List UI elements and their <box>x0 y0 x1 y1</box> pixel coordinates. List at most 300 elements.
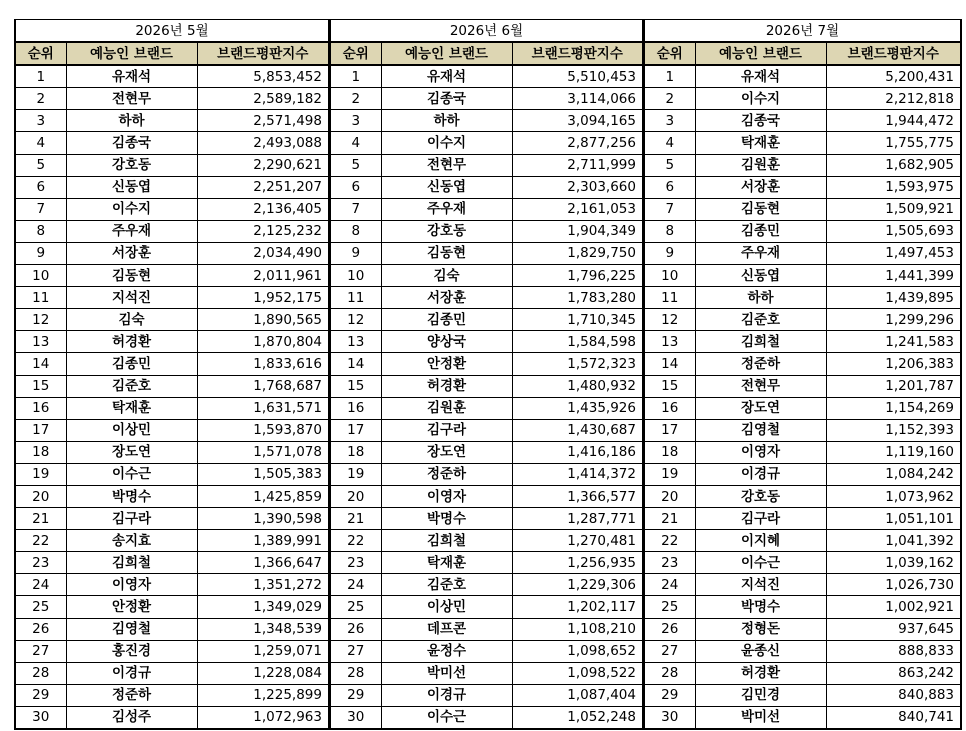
table-row <box>330 265 643 287</box>
table-row <box>330 353 643 375</box>
table-row <box>644 220 961 242</box>
rank-cell: 16 <box>330 397 381 419</box>
column-header-row <box>330 42 643 65</box>
brand-name-cell: 양상국 <box>381 331 512 353</box>
column-header-row <box>15 42 329 65</box>
rank-cell: 22 <box>644 530 695 552</box>
score-header: 브랜드평판지수 <box>826 42 961 65</box>
brand-name-cell: 주우재 <box>66 220 197 242</box>
score-cell: 1,108,210 <box>512 618 643 640</box>
brand-name-cell: 이수근 <box>381 706 512 729</box>
rank-cell: 8 <box>644 220 695 242</box>
table-row <box>644 662 961 684</box>
brand-name-cell: 김준호 <box>66 375 197 397</box>
table-row <box>15 463 329 485</box>
brand-name-cell: 서장훈 <box>695 176 826 198</box>
rank-header: 순위 <box>15 42 66 65</box>
score-cell: 1,593,870 <box>197 419 329 441</box>
table-row <box>15 596 329 618</box>
score-cell: 1,228,084 <box>197 662 329 684</box>
brand-name-cell: 탁재훈 <box>695 132 826 154</box>
brand-name-cell: 유재석 <box>66 65 197 88</box>
table-row <box>15 684 329 706</box>
rank-cell: 15 <box>644 375 695 397</box>
brand-name-cell: 정준하 <box>695 353 826 375</box>
rank-cell: 14 <box>644 353 695 375</box>
month-title-row <box>15 20 329 43</box>
brand-name-cell: 허경환 <box>381 375 512 397</box>
table-row <box>15 640 329 662</box>
rank-cell: 8 <box>330 220 381 242</box>
rank-cell: 9 <box>644 242 695 264</box>
brand-name-cell: 박미선 <box>381 662 512 684</box>
brand-name-cell: 김동현 <box>381 242 512 264</box>
brand-name-cell: 박명수 <box>66 485 197 507</box>
brand-name-cell: 하하 <box>66 110 197 132</box>
brand-name-cell: 정준하 <box>381 463 512 485</box>
rank-cell: 2 <box>330 88 381 110</box>
table-row <box>330 574 643 596</box>
brand-name-cell: 김종국 <box>695 110 826 132</box>
score-cell: 1,439,895 <box>826 287 961 309</box>
rank-cell: 27 <box>330 640 381 662</box>
score-cell: 1,229,306 <box>512 574 643 596</box>
rank-cell: 17 <box>644 419 695 441</box>
brand-name-cell: 윤종신 <box>695 640 826 662</box>
rank-cell: 10 <box>330 265 381 287</box>
table-row <box>15 397 329 419</box>
table-row <box>644 353 961 375</box>
rank-cell: 19 <box>644 463 695 485</box>
rank-cell: 18 <box>330 441 381 463</box>
table-row <box>15 508 329 530</box>
score-cell: 1,505,693 <box>826 220 961 242</box>
score-cell: 1,348,539 <box>197 618 329 640</box>
table-row <box>644 706 961 729</box>
score-cell: 1,768,687 <box>197 375 329 397</box>
rank-cell: 6 <box>15 176 66 198</box>
brand-ranking-sheet <box>14 19 962 730</box>
score-cell: 840,741 <box>826 706 961 729</box>
table-row <box>15 441 329 463</box>
rank-cell: 16 <box>644 397 695 419</box>
rank-cell: 12 <box>15 309 66 331</box>
rank-cell: 17 <box>15 419 66 441</box>
table-row <box>644 88 961 110</box>
brand-name-cell: 유재석 <box>695 65 826 88</box>
brand-name-cell: 이상민 <box>381 596 512 618</box>
rank-cell: 5 <box>330 154 381 176</box>
brand-name-cell: 허경환 <box>695 662 826 684</box>
table-row <box>15 154 329 176</box>
rank-cell: 15 <box>330 375 381 397</box>
rank-cell: 29 <box>330 684 381 706</box>
brand-name-cell: 김종민 <box>66 353 197 375</box>
rank-cell: 13 <box>644 331 695 353</box>
brand-name-cell: 전현무 <box>66 88 197 110</box>
rank-cell: 19 <box>15 463 66 485</box>
brand-name-cell: 신동엽 <box>66 176 197 198</box>
table-row <box>15 353 329 375</box>
month-title: 2026년 5월 <box>15 20 329 43</box>
score-cell: 5,510,453 <box>512 65 643 88</box>
table-row <box>644 309 961 331</box>
table-row <box>15 65 329 88</box>
table-row <box>15 242 329 264</box>
brand-name-cell: 김준호 <box>381 574 512 596</box>
score-cell: 1,414,372 <box>512 463 643 485</box>
score-cell: 1,098,652 <box>512 640 643 662</box>
table-row <box>330 684 643 706</box>
score-cell: 1,890,565 <box>197 309 329 331</box>
brand-name-cell: 이수지 <box>381 132 512 154</box>
brand-name-cell: 이수근 <box>66 463 197 485</box>
score-cell: 1,497,453 <box>826 242 961 264</box>
table-row <box>644 684 961 706</box>
rank-cell: 20 <box>644 485 695 507</box>
score-cell: 1,241,583 <box>826 331 961 353</box>
rank-cell: 1 <box>330 65 381 88</box>
score-cell: 1,073,962 <box>826 485 961 507</box>
table-row <box>15 331 329 353</box>
rank-cell: 11 <box>330 287 381 309</box>
brand-name-cell: 박미선 <box>695 706 826 729</box>
score-cell: 1,351,272 <box>197 574 329 596</box>
brand-name-cell: 홍진경 <box>66 640 197 662</box>
score-cell: 1,480,932 <box>512 375 643 397</box>
table-row <box>330 176 643 198</box>
score-cell: 840,883 <box>826 684 961 706</box>
score-cell: 2,136,405 <box>197 198 329 220</box>
brand-name-cell: 강호동 <box>695 485 826 507</box>
table-row <box>644 132 961 154</box>
rank-cell: 14 <box>330 353 381 375</box>
score-cell: 2,877,256 <box>512 132 643 154</box>
brand-name-cell: 김종민 <box>695 220 826 242</box>
score-cell: 2,589,182 <box>197 88 329 110</box>
rank-cell: 30 <box>644 706 695 729</box>
table-row <box>644 618 961 640</box>
brand-name-cell: 김동현 <box>695 198 826 220</box>
score-cell: 1,796,225 <box>512 265 643 287</box>
brand-name-cell: 김원훈 <box>381 397 512 419</box>
table-row <box>15 287 329 309</box>
rank-cell: 17 <box>330 419 381 441</box>
rank-cell: 13 <box>330 331 381 353</box>
table-row <box>644 441 961 463</box>
rank-cell: 27 <box>644 640 695 662</box>
brand-name-cell: 하하 <box>381 110 512 132</box>
rank-cell: 29 <box>15 684 66 706</box>
table-row <box>330 88 643 110</box>
rank-cell: 3 <box>15 110 66 132</box>
rank-cell: 12 <box>330 309 381 331</box>
rank-cell: 5 <box>644 154 695 176</box>
score-cell: 5,200,431 <box>826 65 961 88</box>
brand-name-cell: 이영자 <box>66 574 197 596</box>
rank-cell: 21 <box>15 508 66 530</box>
rank-cell: 18 <box>644 441 695 463</box>
table-row <box>330 706 643 729</box>
score-cell: 1,571,078 <box>197 441 329 463</box>
rank-cell: 3 <box>644 110 695 132</box>
rank-cell: 2 <box>644 88 695 110</box>
rank-cell: 23 <box>644 552 695 574</box>
rank-cell: 24 <box>330 574 381 596</box>
table-row <box>644 530 961 552</box>
brand-name-cell: 김종국 <box>66 132 197 154</box>
brand-name-cell: 윤정수 <box>381 640 512 662</box>
table-row <box>330 463 643 485</box>
score-cell: 1,052,248 <box>512 706 643 729</box>
brand-name-cell: 주우재 <box>695 242 826 264</box>
score-cell: 1,256,935 <box>512 552 643 574</box>
score-cell: 2,493,088 <box>197 132 329 154</box>
score-cell: 1,259,071 <box>197 640 329 662</box>
brand-name-cell: 김준호 <box>695 309 826 331</box>
rank-cell: 21 <box>330 508 381 530</box>
brand-name-cell: 김희철 <box>381 530 512 552</box>
score-cell: 1,952,175 <box>197 287 329 309</box>
rank-cell: 28 <box>330 662 381 684</box>
brand-name-cell: 서장훈 <box>381 287 512 309</box>
table-row <box>15 110 329 132</box>
month-title: 2026년 7월 <box>644 20 961 43</box>
table-row <box>330 441 643 463</box>
brand-name-cell: 김영철 <box>695 419 826 441</box>
rank-cell: 10 <box>15 265 66 287</box>
table-row <box>15 220 329 242</box>
score-cell: 1,505,383 <box>197 463 329 485</box>
brand-name-cell: 이경규 <box>695 463 826 485</box>
table-row <box>330 220 643 242</box>
brand-name-cell: 김원훈 <box>695 154 826 176</box>
score-cell: 2,161,053 <box>512 198 643 220</box>
table-row <box>330 198 643 220</box>
rank-cell: 22 <box>15 530 66 552</box>
score-cell: 1,509,921 <box>826 198 961 220</box>
brand-name-cell: 이지혜 <box>695 530 826 552</box>
rank-cell: 25 <box>330 596 381 618</box>
brand-name-cell: 장도연 <box>695 397 826 419</box>
score-cell: 1,051,101 <box>826 508 961 530</box>
table-row <box>330 419 643 441</box>
table-row <box>644 485 961 507</box>
month-table <box>329 19 644 730</box>
table-row <box>330 530 643 552</box>
rank-cell: 25 <box>15 596 66 618</box>
brand-name-cell: 김희철 <box>695 331 826 353</box>
score-cell: 1,087,404 <box>512 684 643 706</box>
month-title-row <box>330 20 643 43</box>
table-row <box>644 65 961 88</box>
score-cell: 1,425,859 <box>197 485 329 507</box>
score-cell: 2,571,498 <box>197 110 329 132</box>
brand-name-cell: 김민경 <box>695 684 826 706</box>
table-row <box>330 110 643 132</box>
rank-cell: 4 <box>330 132 381 154</box>
score-cell: 2,011,961 <box>197 265 329 287</box>
brand-name-cell: 이영자 <box>695 441 826 463</box>
score-cell: 1,225,899 <box>197 684 329 706</box>
brand-name-cell: 김구라 <box>66 508 197 530</box>
rank-cell: 9 <box>15 242 66 264</box>
table-row <box>644 198 961 220</box>
table-row <box>330 132 643 154</box>
column-header-row <box>644 42 961 65</box>
brand-name-cell: 김종민 <box>381 309 512 331</box>
month-table <box>14 19 330 730</box>
rank-cell: 26 <box>15 618 66 640</box>
rank-cell: 24 <box>644 574 695 596</box>
brand-name-cell: 이경규 <box>381 684 512 706</box>
brand-name-cell: 정형돈 <box>695 618 826 640</box>
brand-name-cell: 김숙 <box>381 265 512 287</box>
rank-cell: 9 <box>330 242 381 264</box>
rank-cell: 4 <box>15 132 66 154</box>
score-cell: 1,206,383 <box>826 353 961 375</box>
brand-name-cell: 박명수 <box>695 596 826 618</box>
table-row <box>15 485 329 507</box>
score-cell: 1,152,393 <box>826 419 961 441</box>
table-row <box>330 397 643 419</box>
table-row <box>330 662 643 684</box>
table-row <box>644 640 961 662</box>
brand-name-cell: 이경규 <box>66 662 197 684</box>
rank-cell: 6 <box>644 176 695 198</box>
brand-name-cell: 김숙 <box>66 309 197 331</box>
brand-name-cell: 김종국 <box>381 88 512 110</box>
brand-name-cell: 김영철 <box>66 618 197 640</box>
rank-cell: 2 <box>15 88 66 110</box>
rank-header: 순위 <box>330 42 381 65</box>
table-row <box>15 375 329 397</box>
brand-name-cell: 이영자 <box>381 485 512 507</box>
score-cell: 2,125,232 <box>197 220 329 242</box>
score-cell: 1,299,296 <box>826 309 961 331</box>
rank-cell: 7 <box>15 198 66 220</box>
month-table <box>643 19 962 730</box>
rank-cell: 5 <box>15 154 66 176</box>
brand-name-cell: 신동엽 <box>695 265 826 287</box>
score-cell: 888,833 <box>826 640 961 662</box>
brand-name-cell: 허경환 <box>66 331 197 353</box>
rank-cell: 18 <box>15 441 66 463</box>
table-row <box>644 574 961 596</box>
brand-name-cell: 탁재훈 <box>66 397 197 419</box>
rank-cell: 25 <box>644 596 695 618</box>
rank-cell: 3 <box>330 110 381 132</box>
score-cell: 1,287,771 <box>512 508 643 530</box>
brand-name-cell: 장도연 <box>381 441 512 463</box>
brand-name-cell: 강호동 <box>66 154 197 176</box>
rank-cell: 28 <box>644 662 695 684</box>
table-row <box>644 508 961 530</box>
score-cell: 863,242 <box>826 662 961 684</box>
brand-name-cell: 전현무 <box>381 154 512 176</box>
table-row <box>330 640 643 662</box>
table-row <box>644 552 961 574</box>
table-row <box>330 596 643 618</box>
table-row <box>644 596 961 618</box>
table-row <box>330 375 643 397</box>
table-row <box>330 508 643 530</box>
brand-name-cell: 정준하 <box>66 684 197 706</box>
table-row <box>644 110 961 132</box>
score-cell: 1,098,522 <box>512 662 643 684</box>
score-cell: 1,366,647 <box>197 552 329 574</box>
score-cell: 1,572,323 <box>512 353 643 375</box>
brand-name-cell: 박명수 <box>381 508 512 530</box>
brand-name-cell: 김성주 <box>66 706 197 729</box>
table-row <box>15 309 329 331</box>
table-row <box>330 552 643 574</box>
table-row <box>644 242 961 264</box>
rank-cell: 22 <box>330 530 381 552</box>
score-cell: 1,389,991 <box>197 530 329 552</box>
rank-cell: 4 <box>644 132 695 154</box>
rank-cell: 26 <box>644 618 695 640</box>
score-cell: 1,039,162 <box>826 552 961 574</box>
score-cell: 937,645 <box>826 618 961 640</box>
brand-name-cell: 지석진 <box>66 287 197 309</box>
table-row <box>15 530 329 552</box>
score-cell: 3,094,165 <box>512 110 643 132</box>
rank-cell: 8 <box>15 220 66 242</box>
score-cell: 3,114,066 <box>512 88 643 110</box>
rank-cell: 12 <box>644 309 695 331</box>
rank-cell: 11 <box>644 287 695 309</box>
rank-cell: 23 <box>15 552 66 574</box>
rank-cell: 6 <box>330 176 381 198</box>
score-cell: 1,366,577 <box>512 485 643 507</box>
score-cell: 1,154,269 <box>826 397 961 419</box>
score-cell: 2,290,621 <box>197 154 329 176</box>
brand-name-cell: 김구라 <box>381 419 512 441</box>
table-row <box>15 265 329 287</box>
score-cell: 1,829,750 <box>512 242 643 264</box>
table-row <box>644 265 961 287</box>
brand-name-cell: 김희철 <box>66 552 197 574</box>
brand-header: 예능인 브랜드 <box>381 42 512 65</box>
brand-name-cell: 데프콘 <box>381 618 512 640</box>
brand-name-cell: 안정환 <box>381 353 512 375</box>
brand-name-cell: 송지효 <box>66 530 197 552</box>
table-row <box>644 397 961 419</box>
rank-cell: 28 <box>15 662 66 684</box>
table-row <box>330 485 643 507</box>
score-cell: 1,870,804 <box>197 331 329 353</box>
table-row <box>644 154 961 176</box>
brand-name-cell: 탁재훈 <box>381 552 512 574</box>
table-row <box>330 331 643 353</box>
rank-cell: 30 <box>15 706 66 729</box>
rank-cell: 16 <box>15 397 66 419</box>
rank-cell: 1 <box>15 65 66 88</box>
table-row <box>330 287 643 309</box>
score-cell: 1,202,117 <box>512 596 643 618</box>
score-cell: 2,212,818 <box>826 88 961 110</box>
rank-cell: 13 <box>15 331 66 353</box>
score-cell: 1,349,029 <box>197 596 329 618</box>
brand-name-cell: 이수지 <box>66 198 197 220</box>
rank-cell: 14 <box>15 353 66 375</box>
score-cell: 2,251,207 <box>197 176 329 198</box>
table-row <box>15 198 329 220</box>
rank-cell: 27 <box>15 640 66 662</box>
brand-header: 예능인 브랜드 <box>695 42 826 65</box>
table-row <box>15 132 329 154</box>
